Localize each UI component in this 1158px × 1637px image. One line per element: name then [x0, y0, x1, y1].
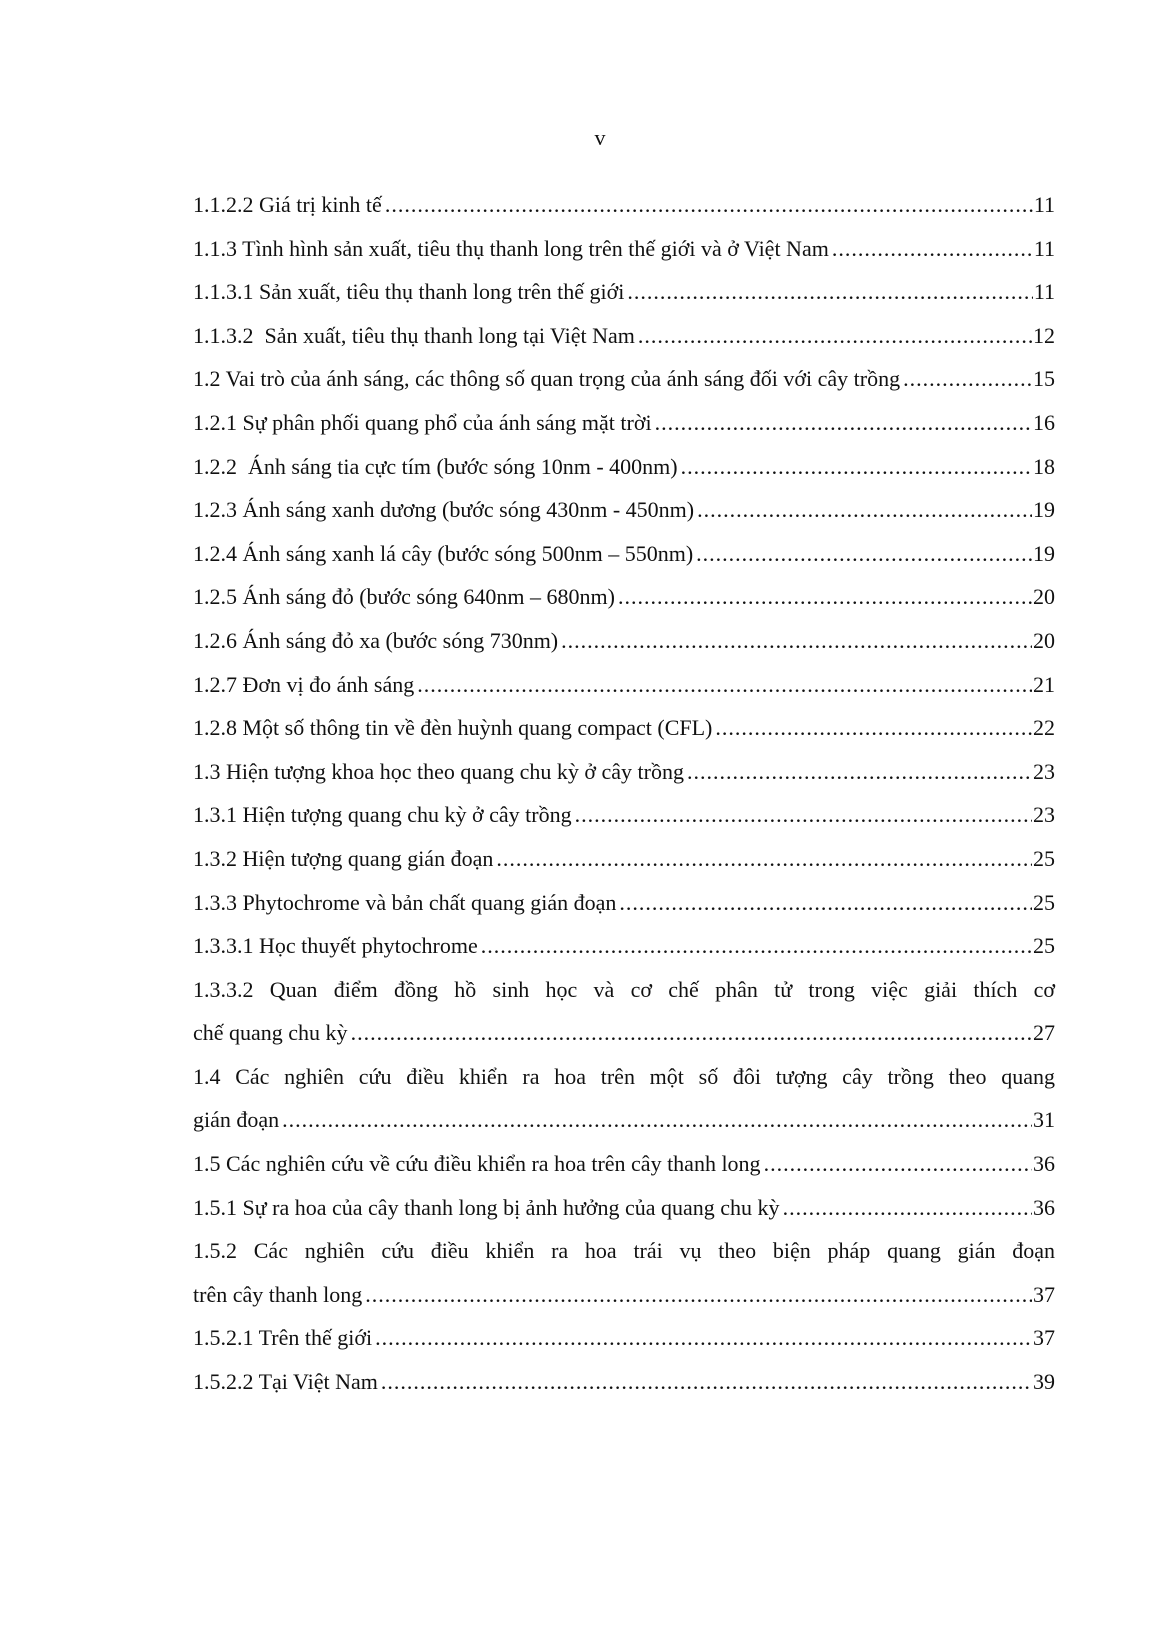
toc-page: 36	[1033, 1151, 1055, 1177]
toc-leader	[619, 881, 1032, 925]
toc-entry[interactable]	[193, 793, 1055, 837]
toc-leader	[417, 663, 1032, 707]
toc-entry[interactable]	[193, 750, 1055, 794]
toc-page: 20	[1033, 584, 1055, 610]
toc-entry[interactable]	[193, 445, 1055, 489]
toc-leader	[351, 1011, 1032, 1055]
toc-entry[interactable]	[193, 1142, 1055, 1186]
toc-title: 1.3.3.1 Học thuyết phytochrome	[193, 933, 478, 959]
toc-title: 1.1.2.2 Giá trị kinh tế	[193, 192, 382, 217]
toc-entry[interactable]	[193, 924, 1055, 968]
toc-entry[interactable]	[193, 663, 1055, 707]
table-of-contents	[193, 183, 1055, 1404]
toc-title: 1.3.2 Hiện tượng quang gián đoạn	[193, 845, 494, 871]
toc-entry[interactable]	[193, 575, 1055, 619]
toc-page: 37	[1033, 1325, 1055, 1351]
toc-title: 1.5.2.1 Trên thế giới	[193, 1325, 373, 1351]
toc-title: 1.1.3 Tình hình sản xuất, tiêu thụ thanh long trên thế giới và ở Việt Nam	[193, 235, 829, 261]
toc-title: 1.5.1 Sự ra hoa của cây thanh long bị ảnh hưởng của quang chu kỳ	[193, 1194, 780, 1220]
toc-title: 1.2.5 Ánh sáng đỏ (bước sóng 640nm – 680nm)	[193, 584, 615, 610]
toc-entry[interactable]	[193, 1055, 1055, 1142]
toc-leader	[282, 1098, 1032, 1142]
toc-page: 36	[1033, 1194, 1055, 1220]
toc-entry[interactable]	[193, 881, 1055, 925]
toc-title-line1: 1.3.3.2 Quan điểm đồng hồ sinh học và cơ chế phân tử trong việc giải thích cơ	[193, 976, 1055, 1002]
toc-entry[interactable]	[193, 401, 1055, 445]
toc-page: 11	[1033, 192, 1055, 217]
toc-page: 11	[1033, 235, 1055, 261]
toc-entry[interactable]	[193, 1360, 1055, 1404]
toc-leader	[365, 1273, 1032, 1317]
toc-leader	[385, 183, 1033, 227]
toc-title: 1.2.4 Ánh sáng xanh lá cây (bước sóng 500nm – 550nm)	[193, 540, 694, 566]
toc-page: 25	[1033, 845, 1055, 871]
toc-leader	[832, 227, 1033, 271]
toc-page: 16	[1033, 409, 1055, 435]
toc-leader	[638, 314, 1032, 358]
toc-leader	[575, 793, 1032, 837]
toc-title: 1.2.8 Một số thông tin về đèn huỳnh quang compact (CFL)	[193, 715, 713, 741]
toc-page: 19	[1033, 497, 1055, 523]
toc-entry[interactable]	[193, 837, 1055, 881]
toc-entry[interactable]	[193, 968, 1055, 1055]
toc-leader	[381, 1360, 1032, 1404]
toc-title-line1: 1.5.2 Các nghiên cứu điều khiển ra hoa trái vụ theo biện pháp quang gián đoạn	[193, 1238, 1055, 1264]
toc-page: 18	[1033, 453, 1055, 479]
toc-entry[interactable]	[193, 227, 1055, 271]
toc-leader	[561, 619, 1032, 663]
toc-entry[interactable]	[193, 183, 1055, 227]
toc-page: 11	[1033, 279, 1055, 305]
toc-page: 21	[1033, 671, 1055, 697]
toc-entry[interactable]	[193, 357, 1055, 401]
toc-entry[interactable]	[193, 619, 1055, 663]
toc-page: 31	[1033, 1107, 1055, 1133]
toc-entry[interactable]	[193, 706, 1055, 750]
toc-page: 37	[1033, 1281, 1055, 1307]
toc-title: 1.3.1 Hiện tượng quang chu kỳ ở cây trồng	[193, 802, 572, 828]
toc-page: 25	[1033, 889, 1055, 915]
toc-entry[interactable]	[193, 1316, 1055, 1360]
toc-leader	[627, 270, 1032, 314]
toc-page: 19	[1033, 540, 1055, 566]
toc-page: 25	[1033, 933, 1055, 959]
toc-page: 39	[1033, 1369, 1055, 1395]
toc-title: 1.2 Vai trò của ánh sáng, các thông số quan trọng của ánh sáng đối với cây trồng	[193, 366, 901, 392]
page-number: v	[594, 125, 606, 150]
toc-leader	[496, 837, 1032, 881]
toc-leader	[903, 357, 1032, 401]
toc-title: 1.2.2 Ánh sáng tia cực tím (bước sóng 10nm - 400nm)	[193, 453, 678, 479]
toc-leader	[481, 924, 1032, 968]
toc-page: 12	[1033, 322, 1055, 348]
toc-title-line2: chế quang chu kỳ	[193, 1020, 348, 1046]
toc-leader	[696, 532, 1032, 576]
toc-leader	[687, 750, 1032, 794]
toc-leader	[715, 706, 1032, 750]
toc-title-line2: trên cây thanh long	[193, 1281, 363, 1307]
toc-title: 1.1.3.2 Sản xuất, tiêu thụ thanh long tại Việt Nam	[193, 322, 635, 348]
toc-page: 23	[1033, 802, 1055, 828]
toc-page: 20	[1033, 627, 1055, 653]
toc-leader	[681, 445, 1032, 489]
toc-title: 1.3.3 Phytochrome và bản chất quang gián đoạn	[193, 889, 617, 915]
toc-leader	[375, 1316, 1032, 1360]
toc-leader	[783, 1186, 1032, 1230]
toc-title: 1.5 Các nghiên cứu về cứu điều khiển ra hoa trên cây thanh long	[193, 1151, 761, 1177]
toc-page: 15	[1033, 366, 1055, 392]
toc-title: 1.2.7 Đơn vị đo ánh sáng	[193, 671, 415, 697]
toc-title: 1.2.3 Ánh sáng xanh dương (bước sóng 430nm - 450nm)	[193, 497, 695, 523]
toc-title-line1: 1.4 Các nghiên cứu điều khiển ra hoa trên một số đôi tượng cây trồng theo quang	[193, 1063, 1055, 1089]
toc-page: 22	[1033, 715, 1055, 741]
toc-entry[interactable]	[193, 488, 1055, 532]
toc-leader	[655, 401, 1032, 445]
toc-page: 27	[1033, 1020, 1055, 1046]
toc-title-line2: gián đoạn	[193, 1107, 280, 1133]
toc-title: 1.5.2.2 Tại Việt Nam	[193, 1369, 378, 1395]
toc-entry[interactable]	[193, 270, 1055, 314]
toc-title: 1.2.6 Ánh sáng đỏ xa (bước sóng 730nm)	[193, 627, 559, 653]
toc-title: 1.3 Hiện tượng khoa học theo quang chu kỳ ở cây trồng	[193, 758, 684, 784]
toc-entry[interactable]	[193, 1186, 1055, 1230]
toc-entry[interactable]	[193, 314, 1055, 358]
toc-leader	[764, 1142, 1032, 1186]
toc-leader	[697, 488, 1032, 532]
toc-title: 1.1.3.1 Sản xuất, tiêu thụ thanh long trên thế giới	[193, 279, 625, 305]
toc-entry[interactable]	[193, 532, 1055, 576]
toc-title: 1.2.1 Sự phân phối quang phổ của ánh sáng mặt trời	[193, 409, 652, 435]
toc-page: 23	[1033, 758, 1055, 784]
toc-entry[interactable]	[193, 1229, 1055, 1316]
toc-leader	[618, 575, 1032, 619]
